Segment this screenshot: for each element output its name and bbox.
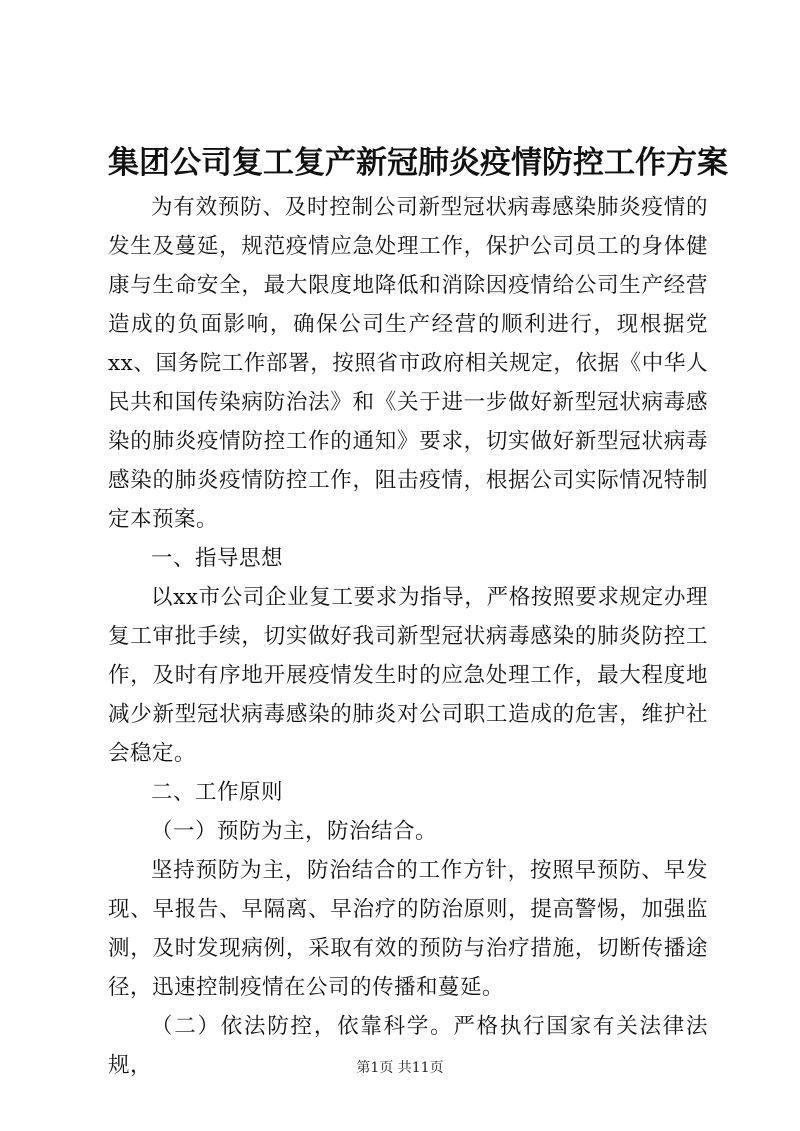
subheading-lawful-control: （二）依法防控，依靠科学。严格执行国家有关法律法规， xyxy=(108,1014,708,1078)
guiding-ideology-paragraph: 以xx市公司企业复工要求为指导，严格按照要求规定办理复工审批手续，切实做好我司新型冠状病毒感染的肺炎防控工作，及时有序地开展疫情发生时的应急处理工作，最大程度地减少新型冠状病毒感染的肺炎对公司职工造成的危害，维护社会稳定。 xyxy=(108,585,708,766)
intro-paragraph: 为有效预防、及时控制公司新型冠状病毒感染肺炎疫情的发生及蔓延，规范疫情应急处理工作，保护公司员工的身体健康与生命安全，最大限度地降低和消除因疫情给公司生产经营造成的负面影响，确保公司生产经营的顺利进行，现根据党xx、国务院工作部署，按照省市政府相关规定，依据《中华人民共和国传染病防治法》和《关于进一步做好新型冠状病毒感染的肺炎疫情防控工作的通知》要求，切实做好新型冠状病毒感染的肺炎疫情防控工作，阻击疫情，根据公司实际情况特制定本预案。 xyxy=(108,195,708,532)
document-title: 集团公司复工复产新冠肺炎疫情防控工作方案 xyxy=(108,145,728,181)
prevention-paragraph: 坚持预防为主，防治结合的工作方针，按照早预防、早发现、早报告、早隔离、早治疗的防治原则，提高警惕，加强监测，及时发现病例，采取有效的预防与治疗措施，切断传播途径，迅速控制疫情在公司的传播和蔓延。 xyxy=(108,858,708,1000)
document-body xyxy=(108,188,708,1085)
section-heading-guiding-ideology: 一、指导思想 xyxy=(151,546,284,571)
page-footer: 第1页 共11页 xyxy=(356,1060,444,1076)
section-heading-work-principles: 二、工作原则 xyxy=(151,780,284,805)
subheading-prevention-first: （一）预防为主，防治结合。 xyxy=(151,819,438,844)
